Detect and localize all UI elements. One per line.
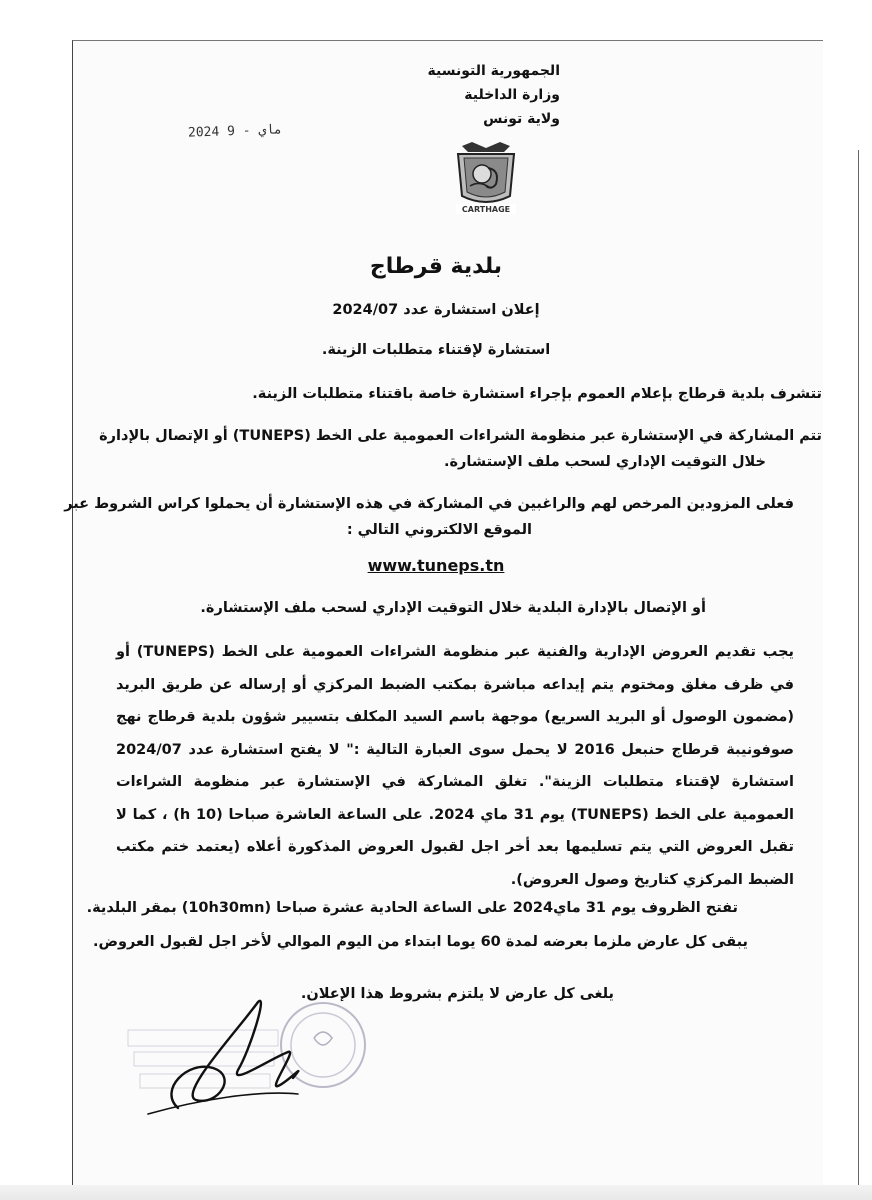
header-republic: الجمهورية التونسية (427, 63, 560, 79)
paragraph-suppliers-line2: الموقع الالكتروني التالي : (346, 522, 532, 538)
paragraph-cancellation: يلغى كل عارض لا يلتزم بشروط هذا الإعلان. (300, 986, 614, 1002)
page-title: بلدية قرطاج (369, 254, 503, 279)
notice-number: إعلان استشارة عدد 2024/07 (332, 302, 540, 318)
signature-stamp-icon (118, 990, 378, 1120)
paragraph-contact: أو الإتصال بالإدارة البلدية خلال التوقيت الإداري لسحب ملف الإستشارة. (200, 600, 706, 616)
paragraph-participation-line2: خلال التوقيت الإداري لسحب ملف الإستشارة. (443, 454, 766, 470)
paragraph-opening: تفتح الظروف يوم 31 ماي2024 على الساعة الحادية عشرة صباحا (10h30mn) بمقر البلدية. (86, 900, 738, 916)
paragraph-submission: يجب تقديم العروض الإدارية والفنية عبر منظومة الشراءات العمومية على الخط (TUNEPS) أو في ظرف مغلق ومختوم يتم إيداعه مباشرة بمكتب الضبط المركزي أو إرساله عن طريق البريد (مضمون الوصول أو البريد السريع) موجهة باسم السيد المكلف بتسيير شؤون بلدية قرطاج نهج صوفونيبة قرطاج حنبعل 2016 لا يحمل سوى العبارة التالية :" لا يفتح استشارة عدد 2024/07 استشارة لإقتناء متطلبات الزينة". تغلق المشاركة في الإستشارة عبر منظومة الشراءات العمومية على الخط (TUNEPS) يوم 31 ماي 2024. على الساعة العاشرة صباحا (10 h) ، كما لا تقبل العروض التي يتم تسليمها بعد أخر اجل لقبول العروض المذكورة أعلاه (يعتمد ختم مكتب الضبط المركزي كتاريخ وصول العروض). (116, 644, 795, 888)
paragraph-announcement: تتشرف بلدية قرطاج بإعلام العموم بإجراء استشارة خاصة باقتناء متطلبات الزينة. (252, 386, 822, 402)
paragraph-validity: يبقى كل عارض ملزما بعرضه لمدة 60 يوما ابتداء من اليوم الموالي لأخر اجل لقبول العروض. (92, 934, 748, 950)
scan-bottom-edge (0, 1185, 872, 1200)
handwritten-date: 2024 ماي - 9 (187, 122, 283, 141)
notice-subject: استشارة لإقتناء متطلبات الزينة. (321, 342, 551, 358)
paragraph-suppliers-line1: فعلى المزودين المرخص لهم والراغبين في المشاركة في هذه الإستشارة أن يحملوا كراس الشروط عبر (64, 496, 794, 512)
paragraph-participation-line1: تتم المشاركة في الإستشارة عبر منظومة الشراءات العمومية على الخط (TUNEPS) أو الإتصال بالإدارة (99, 428, 822, 444)
header-governorate: ولاية تونس (483, 111, 560, 127)
header-ministry: وزارة الداخلية (464, 87, 560, 103)
emblem-caption: CARTHAGE (461, 205, 511, 214)
tuneps-link[interactable]: www.tuneps.tn (367, 556, 505, 575)
carthage-emblem-icon (452, 140, 520, 216)
